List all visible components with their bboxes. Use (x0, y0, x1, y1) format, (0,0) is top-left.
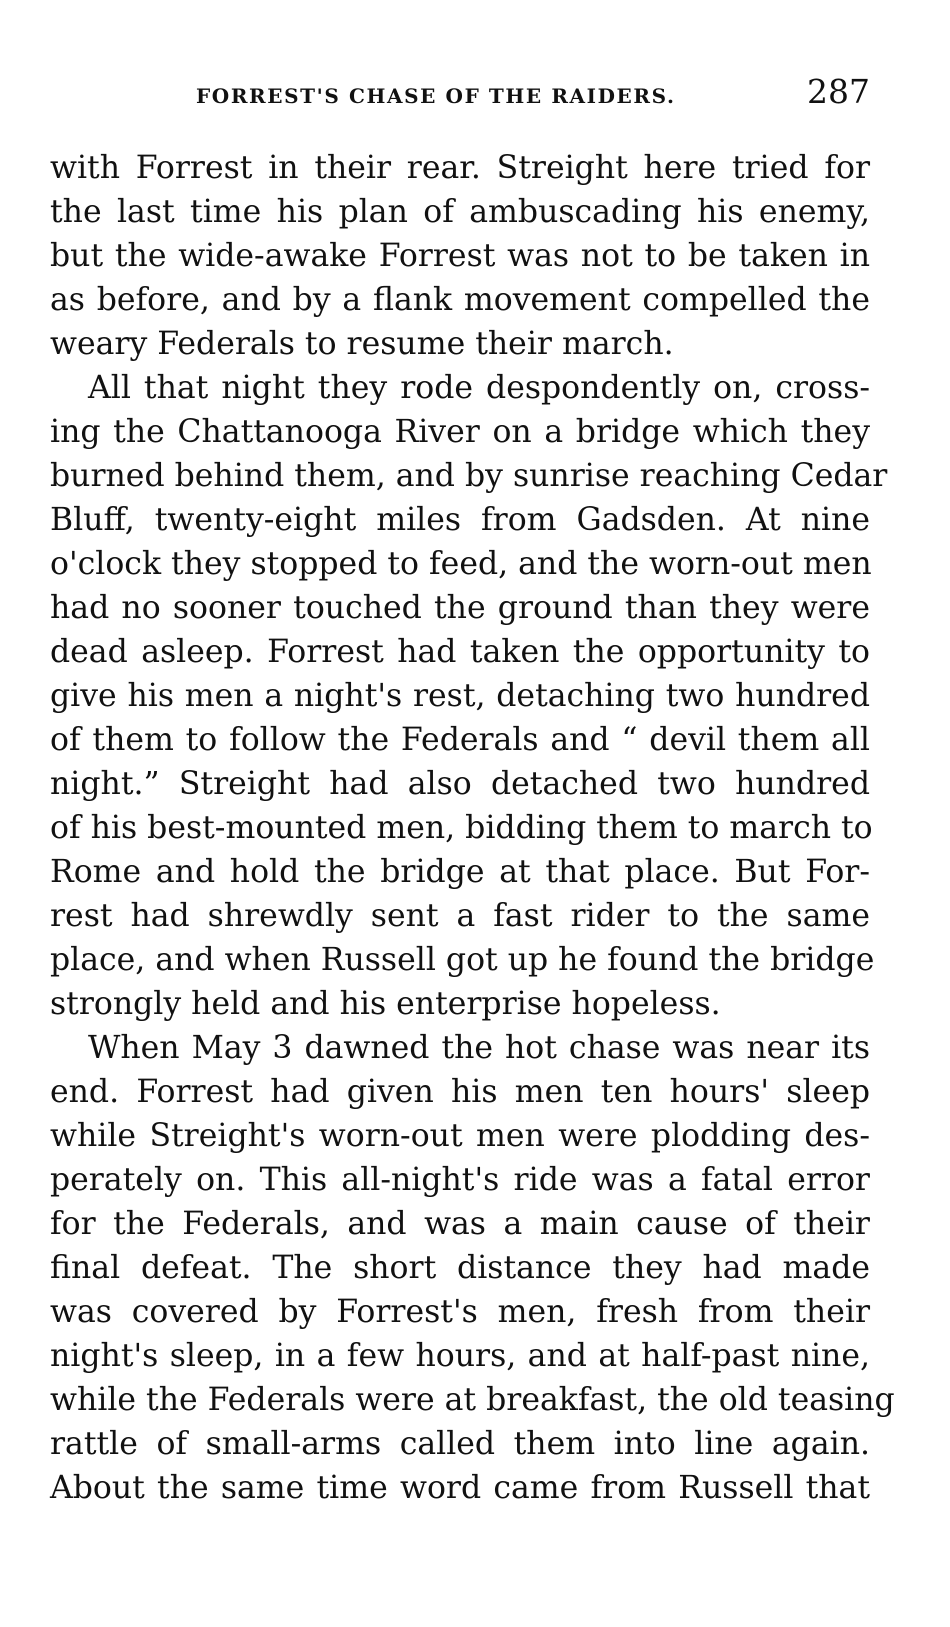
text-line: give his men a night's rest, detaching two hundred (50, 678, 870, 714)
text-line: night's sleep, in a few hours, and at half-past nine, (50, 1338, 870, 1374)
running-head: FORREST'S CHASE OF THE RAIDERS. (196, 84, 676, 108)
text-line: burned behind them, and by sunrise reaching Cedar (50, 458, 888, 494)
text-line: ing the Chattanooga River on a bridge which they (50, 414, 870, 450)
text-line: o'clock they stopped to feed, and the worn-out men (50, 546, 872, 582)
text-line: When May 3 dawned the hot chase was near its (88, 1030, 870, 1066)
text-line: dead asleep. Forrest had taken the opportunity to (50, 634, 870, 670)
text-line: strongly held and his enterprise hopeless. (50, 986, 721, 1022)
text-line: Bluff, twenty-eight miles from Gadsden. At nine (50, 502, 870, 538)
text-line: About the same time word came from Russell that (50, 1470, 870, 1506)
text-line: as before, and by a flank movement compelled the (50, 282, 870, 318)
text-line: place, and when Russell got up he found the bridge (50, 942, 875, 978)
text-line: weary Federals to resume their march. (50, 326, 674, 362)
text-line: All that night they rode despondently on, cross- (88, 370, 870, 406)
text-line: end. Forrest had given his men ten hours' sleep (50, 1074, 870, 1110)
text-line: while the Federals were at breakfast, the old teasing (50, 1382, 895, 1418)
text-line: perately on. This all-night's ride was a fatal error (50, 1162, 870, 1198)
text-line: of his best-mounted men, bidding them to march to (50, 810, 873, 846)
text-line: night.” Streight had also detached two hundred (50, 766, 870, 802)
text-line: of them to follow the Federals and “ devil them all (50, 722, 870, 758)
page-header (50, 72, 870, 112)
text-line: the last time his plan of ambuscading his enemy, (50, 194, 870, 230)
text-line: final defeat. The short distance they had made (50, 1250, 870, 1286)
text-line: had no sooner touched the ground than they were (50, 590, 870, 626)
text-line: Rome and hold the bridge at that place. But For- (50, 854, 870, 890)
text-line: but the wide-awake Forrest was not to be taken in (50, 238, 870, 274)
text-line: for the Federals, and was a main cause of their (50, 1206, 870, 1242)
text-line: while Streight's worn-out men were plodding des- (50, 1118, 870, 1154)
page-number: 287 (807, 72, 870, 111)
text-line: rattle of small-arms called them into line again. (50, 1426, 870, 1462)
text-line: with Forrest in their rear. Streight here tried for (50, 150, 870, 186)
text-line: was covered by Forrest's men, fresh from their (50, 1294, 870, 1330)
body-text (50, 146, 895, 1510)
text-line: rest had shrewdly sent a fast rider to the same (50, 898, 870, 934)
